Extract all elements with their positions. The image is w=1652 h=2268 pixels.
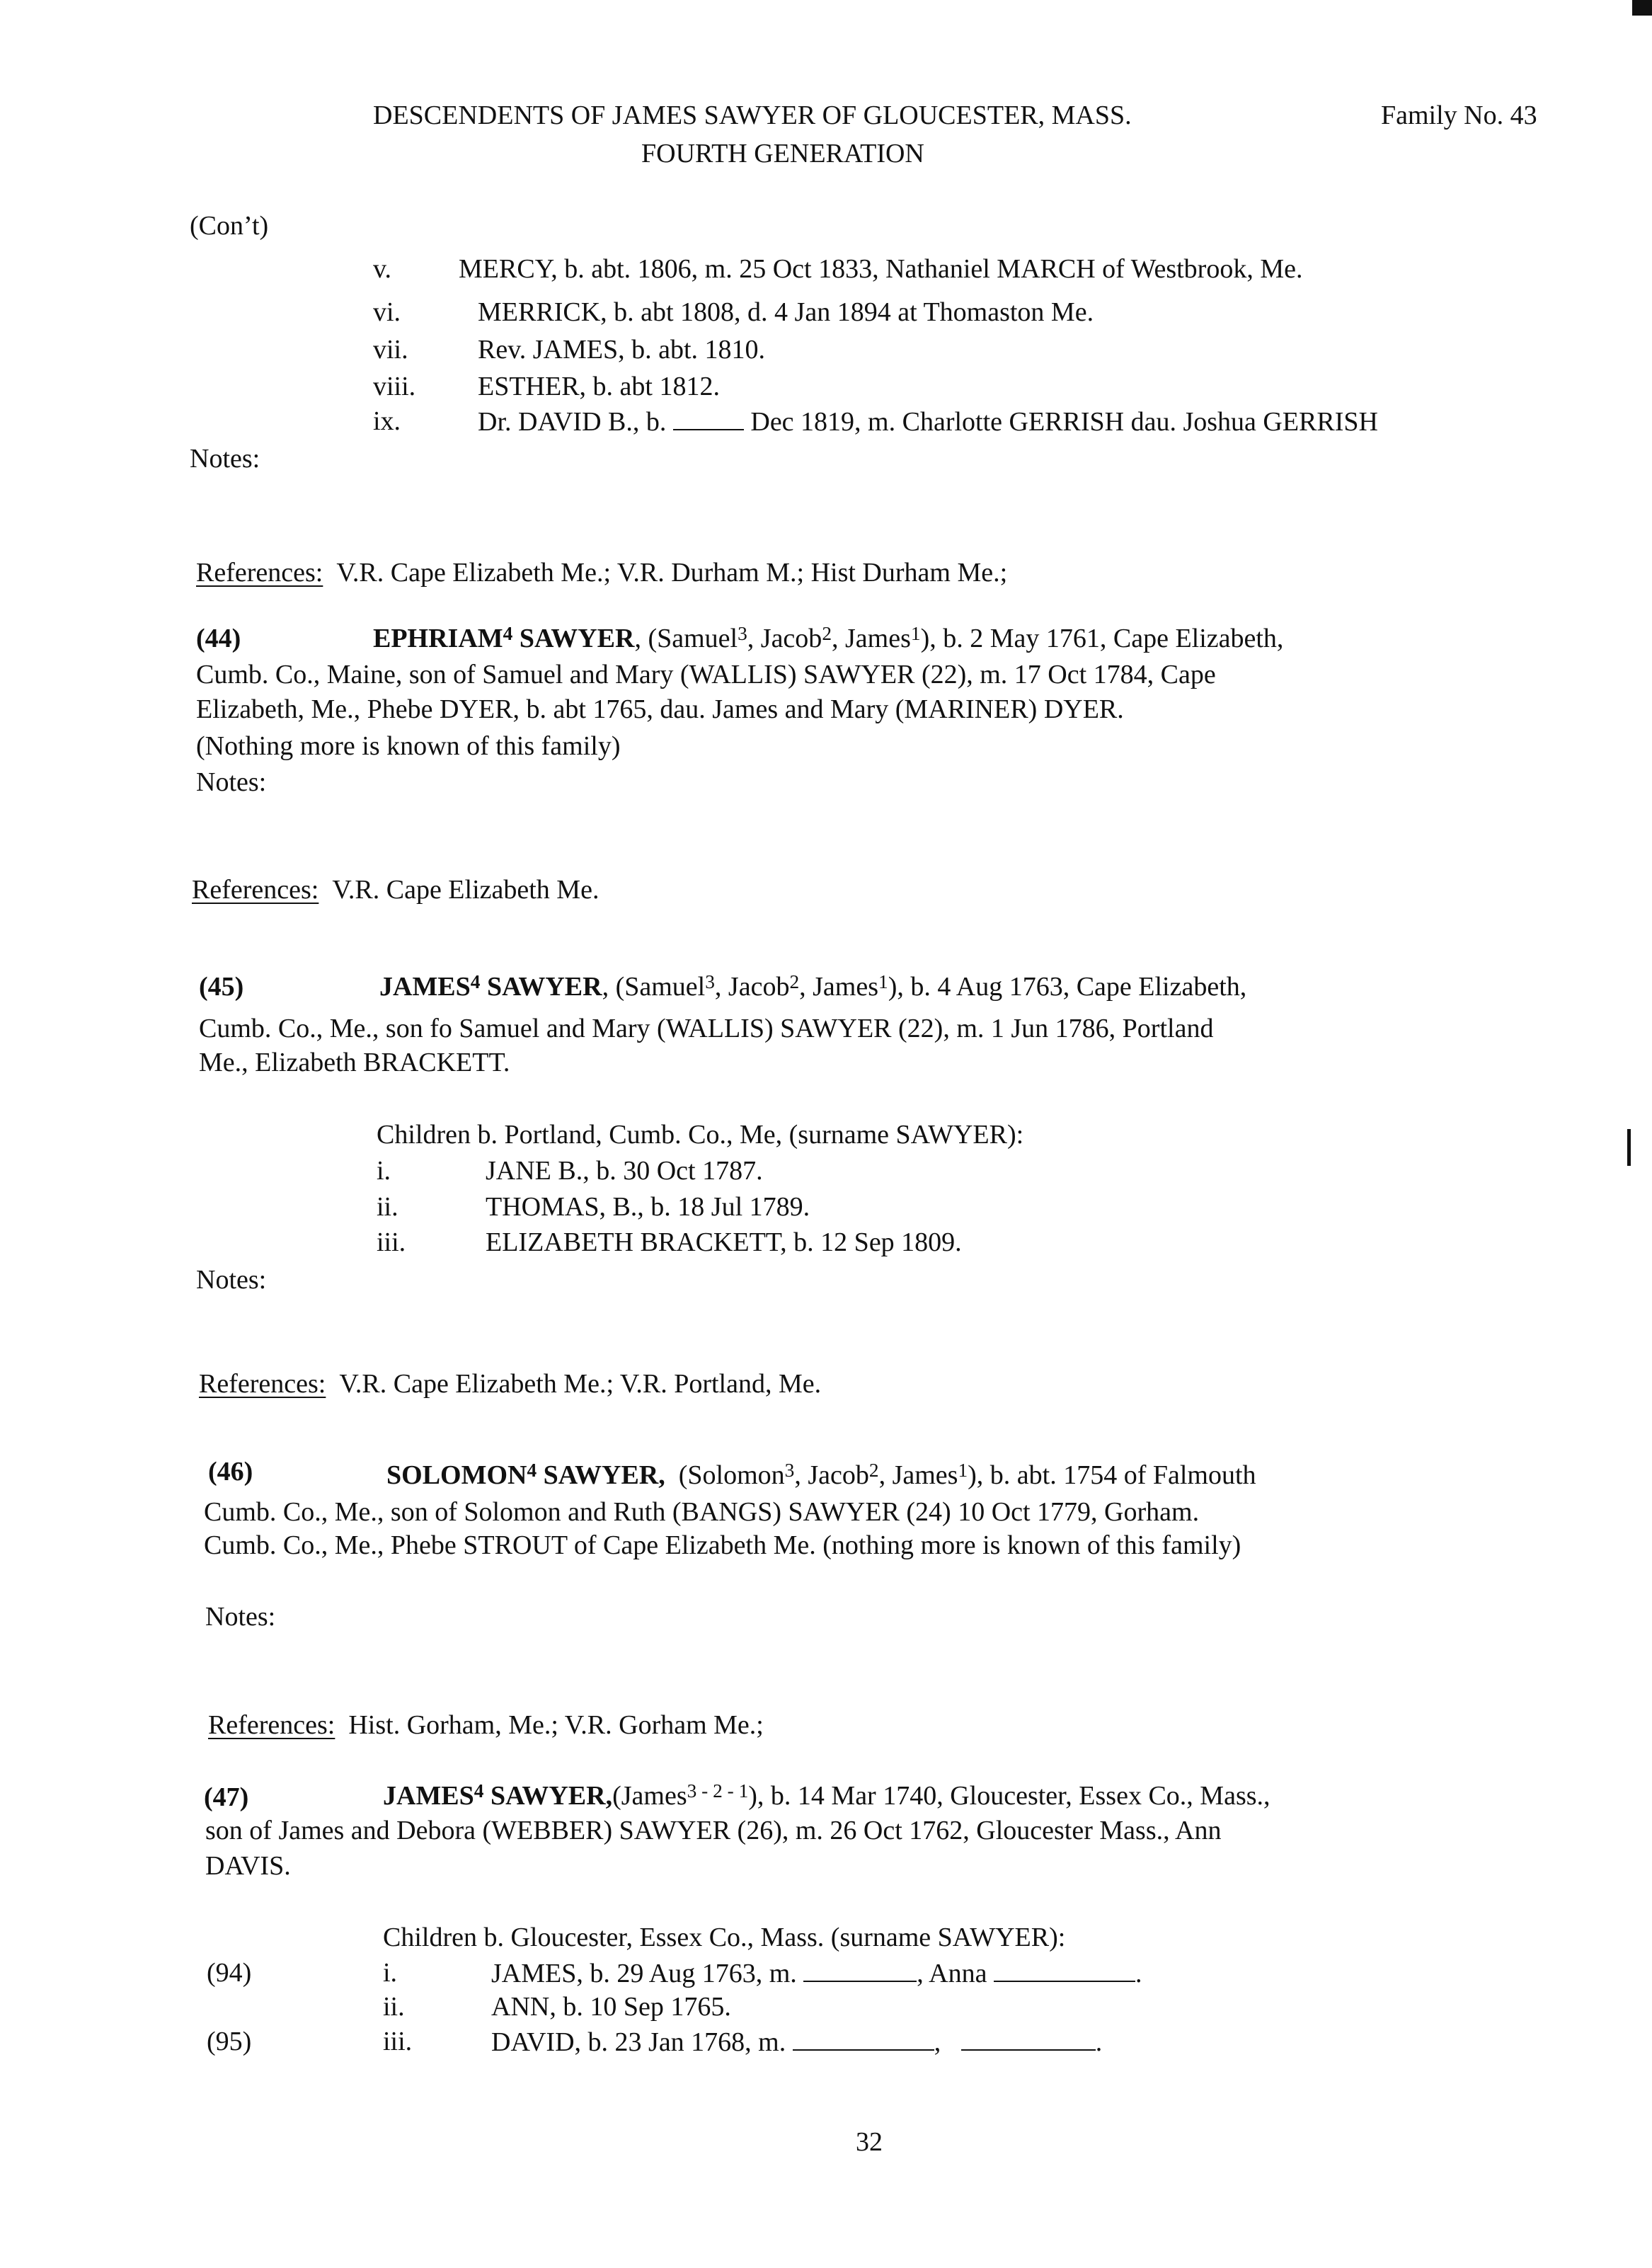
references-label: References: <box>208 1710 335 1740</box>
lineage-sup: 3 - 2 - 1 <box>687 1780 749 1802</box>
family-entry-line: Elizabeth, Me., Phebe DYER, b. abt 1765, dau. James and Mary (MARINER) DYER. <box>196 694 1124 724</box>
references-text: Hist. Gorham, Me.; V.R. Gorham Me.; <box>348 1710 764 1740</box>
child-entry-part: . <box>1095 2027 1103 2058</box>
lineage-sup: 2 <box>822 623 832 645</box>
lineage-sup: 2 <box>868 1460 879 1482</box>
family-number-47: (47) <box>204 1782 249 1812</box>
person-surname: SAWYER, <box>543 1460 665 1490</box>
person-name: JAMES <box>379 972 471 1002</box>
references-line <box>196 556 1007 590</box>
child-number: ix. <box>373 406 401 436</box>
family-number: Family No. 43 <box>1381 101 1537 130</box>
person-surname: SAWYER <box>486 972 602 1002</box>
family-entry-header <box>199 970 243 1004</box>
lineage-sup: 3 <box>738 623 747 645</box>
lineage-sup: 2 <box>789 971 800 993</box>
blank-line <box>673 405 744 430</box>
family-entry-header <box>196 622 241 656</box>
child-entry-part: . <box>1135 1959 1142 1989</box>
scan-mark <box>1627 1129 1631 1166</box>
child-entry: Rev. JAMES, b. abt. 1810. <box>478 335 766 365</box>
child-entry <box>478 405 1378 440</box>
child-entry: JANE B., b. 30 Oct 1787. <box>486 1156 763 1186</box>
person-surname: SAWYER <box>519 624 635 653</box>
family-entry-line: son of James and Debora (WEBBER) SAWYER (26), m. 26 Oct 1762, Gloucester Mass., Ann <box>205 1816 1222 1845</box>
child-entry-part: Dec 1819, m. Charlotte GERRISH dau. Joshua GERRISH <box>750 407 1378 437</box>
references-text: V.R. Cape Elizabeth Me.; V.R. Portland, Me. <box>339 1369 822 1399</box>
references-line <box>199 1368 821 1402</box>
child-entry: ELIZABETH BRACKETT, b. 12 Sep 1809. <box>486 1227 962 1257</box>
references-line <box>208 1709 764 1743</box>
child-family-ref: (94) <box>207 1958 252 1988</box>
person-surname: SAWYER, <box>490 1781 613 1811</box>
lineage-text: , James <box>799 972 879 1002</box>
family-entry-line <box>386 1459 1256 1493</box>
children-intro: Children b. Portland, Cumb. Co., Me, (surname SAWYER): <box>377 1120 1024 1150</box>
family-entry-line <box>383 1780 1270 1814</box>
family-entry-line: (Nothing more is known of this family) <box>196 731 621 761</box>
children-intro: Children b. Gloucester, Essex Co., Mass. (surname SAWYER): <box>383 1923 1066 1952</box>
document-title: DESCENDENTS OF JAMES SAWYER OF GLOUCESTER, MASS. <box>373 101 1132 130</box>
family-entry-line: DAVIS. <box>205 1851 291 1881</box>
person-name: EPHRIAM <box>373 624 503 653</box>
child-entry-part: Dr. DAVID B., b. <box>478 407 667 437</box>
family-number-46: (46) <box>208 1457 253 1487</box>
continued-label: (Con’t) <box>190 211 269 241</box>
child-entry-part: JAMES, b. 29 Aug 1763, m. <box>491 1959 797 1989</box>
child-number: vii. <box>373 335 408 365</box>
lineage-sup: 1 <box>878 971 888 993</box>
family-entry-line: Cumb. Co., Maine, son of Samuel and Mary (WALLIS) SAWYER (22), m. 17 Oct 1784, Cape <box>196 660 1216 689</box>
family-entry-line: Cumb. Co., Me., Phebe STROUT of Cape Elizabeth Me. (nothing more is known of this family) <box>204 1530 1241 1560</box>
child-entry-part: , <box>934 2027 941 2058</box>
references-text: V.R. Cape Elizabeth Me. <box>332 875 600 905</box>
family-entry-line: Me., Elizabeth BRACKETT. <box>199 1048 510 1077</box>
blank-line <box>961 2025 1096 2051</box>
notes-label: Notes: <box>196 1265 267 1295</box>
child-entry <box>491 2025 1102 2060</box>
lineage-text: , (Samuel <box>634 624 738 653</box>
lineage-text: ), b. 14 Mar 1740, Gloucester, Essex Co., Mass., <box>748 1781 1270 1811</box>
generation-sup: 4 <box>474 1780 484 1802</box>
lineage-text: , Jacob <box>714 972 790 1002</box>
child-entry-part: , Anna <box>917 1959 987 1989</box>
scan-mark <box>1632 0 1652 16</box>
lineage-text: ), b. 2 May 1761, Cape Elizabeth, <box>920 624 1284 653</box>
child-number: ii. <box>383 1992 405 2022</box>
lineage-sup: 1 <box>910 623 921 645</box>
references-label: References: <box>196 558 323 588</box>
page-number: 32 <box>856 2127 883 2157</box>
generation-sup: 4 <box>470 971 481 993</box>
lineage-sup: 3 <box>705 971 715 993</box>
child-entry-part: DAVID, b. 23 Jan 1768, m. <box>491 2027 786 2058</box>
lineage-text: ), b. 4 Aug 1763, Cape Elizabeth, <box>888 972 1247 1002</box>
family-number-44: (44) <box>196 624 241 653</box>
lineage-text: (James <box>612 1781 687 1811</box>
blank-line <box>803 1957 917 1982</box>
blank-line <box>793 2025 934 2051</box>
child-family-ref: (95) <box>207 2027 252 2056</box>
child-number: v. <box>373 254 392 284</box>
lineage-text: , James <box>878 1460 958 1490</box>
child-entry <box>491 1957 1142 1991</box>
family-entry-header <box>204 1781 248 1815</box>
generation-sup: 4 <box>527 1460 537 1482</box>
child-entry: MERRICK, b. abt 1808, d. 4 Jan 1894 at Thomaston Me. <box>478 297 1094 327</box>
child-number: viii. <box>373 372 416 401</box>
child-entry: ESTHER, b. abt 1812. <box>478 372 720 401</box>
lineage-text: , Jacob <box>747 624 822 653</box>
family-entry-line <box>373 622 1283 656</box>
child-number: ii. <box>377 1192 398 1222</box>
child-entry: MERCY, b. abt. 1806, m. 25 Oct 1833, Nathaniel MARCH of Westbrook, Me. <box>459 254 1303 284</box>
lineage-sup: 1 <box>958 1460 968 1482</box>
references-label: References: <box>199 1369 326 1399</box>
lineage-text: (Solomon <box>678 1460 785 1490</box>
lineage-text: , (Samuel <box>602 972 706 1002</box>
child-number: i. <box>377 1156 391 1186</box>
family-entry-line: Cumb. Co., Me., son fo Samuel and Mary (WALLIS) SAWYER (22), m. 1 Jun 1786, Portland <box>199 1014 1214 1043</box>
references-label: References: <box>192 875 319 905</box>
child-number: iii. <box>383 2027 413 2056</box>
person-name: SOLOMON <box>386 1460 527 1490</box>
lineage-text: , Jacob <box>794 1460 869 1490</box>
lineage-text: , James <box>832 624 911 653</box>
family-number-45: (45) <box>199 972 244 1002</box>
family-entry-line <box>379 970 1246 1004</box>
family-entry-header <box>208 1455 253 1489</box>
child-number: iii. <box>377 1227 406 1257</box>
child-number: i. <box>383 1958 398 1988</box>
child-number: vi. <box>373 297 401 327</box>
child-entry: THOMAS, B., b. 18 Jul 1789. <box>486 1192 810 1222</box>
references-line <box>192 874 599 907</box>
blank-line <box>994 1957 1135 1982</box>
references-text: V.R. Cape Elizabeth Me.; V.R. Durham M.; Hist Durham Me.; <box>336 558 1008 588</box>
notes-label: Notes: <box>190 444 260 474</box>
generation-sup: 4 <box>503 623 513 645</box>
notes-label: Notes: <box>196 767 267 797</box>
notes-label: Notes: <box>205 1602 276 1632</box>
child-entry: ANN, b. 10 Sep 1765. <box>491 1992 731 2022</box>
lineage-sup: 3 <box>784 1460 795 1482</box>
person-name: JAMES <box>383 1781 474 1811</box>
family-entry-line: Cumb. Co., Me., son of Solomon and Ruth (BANGS) SAWYER (24) 10 Oct 1779, Gorham. <box>204 1497 1200 1527</box>
lineage-text: ), b. abt. 1754 of Falmouth <box>968 1460 1256 1490</box>
generation-title: FOURTH GENERATION <box>641 139 924 168</box>
